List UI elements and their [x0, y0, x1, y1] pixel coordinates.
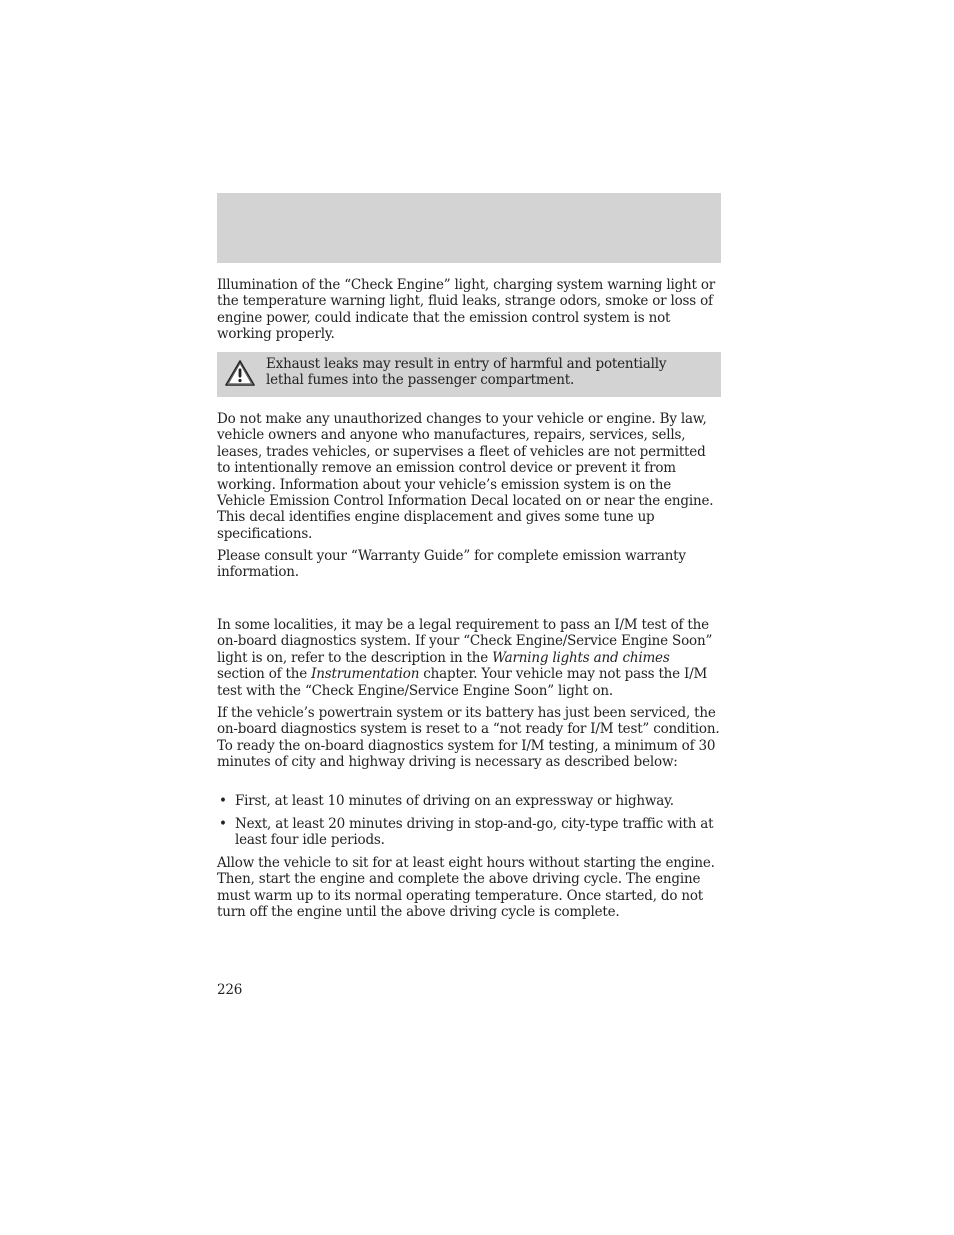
sit-paragraph: Allow the vehicle to sit for at least eight hours without starting the engine. Then, start the engine and complete the above driving cycle. The engine must warm up to its normal operating temperature. Once started, do not turn off the engine until the above driving cycle is complete. [217, 855, 715, 921]
unauthorized-changes-paragraph: Do not make any unauthorized changes to your vehicle or engine. By law, vehicle owners and anyone who manufactures, repairs, services, sells, leases, trades vehicles, or supervises a fleet of vehicles are not permitted to intentionally remove an emission control device or prevent it from working. Information about your vehicle’s emission system is on the Vehicle Emission Control Information Decal located on or near the engine. This decal identifies engine displacement and gives some tune up specifications. [217, 411, 714, 542]
warning-triangle-icon [224, 359, 256, 387]
page-number: 226 [217, 982, 243, 998]
list-item-text: Next, at least 20 minutes driving in stop-and-go, city-type traffic with at least four idle periods. [235, 816, 714, 849]
warranty-paragraph: Please consult your “Warranty Guide” for complete emission warranty information. [217, 548, 686, 581]
list-item-text: First, at least 10 minutes of driving on an expressway or highway. [235, 793, 674, 809]
im-test-paragraph [217, 617, 721, 699]
im-text-3: chapter. Your vehicle may not pass the I/M test with the “Check Engine/Service Engine Soon” light on. [217, 666, 708, 699]
bullet-icon: • [219, 816, 227, 832]
warning-box [217, 352, 721, 397]
im-text-2: section of the [217, 666, 312, 683]
im-text-1: In some localities, it may be a legal requirement to pass an I/M test of the on-board diagnostics system. If your “Check Engine/Service Engine Soon” light is on, refer to the description in the [217, 617, 713, 666]
intro-paragraph: Illumination of the “Check Engine” light, charging system warning light or the temperature warning light, fluid leaks, strange odors, smoke or loss of engine power, could indicate that the emission control system is not working properly. [217, 277, 716, 343]
warning-text: Exhaust leaks may result in entry of harmful and potentially lethal fumes into the passenger compartment. [266, 356, 667, 389]
powertrain-paragraph: If the vehicle’s powertrain system or its battery has just been serviced, the on-board diagnostics system is reset to a “not ready for I/M test” condition. To ready the on-board diagnostics system for I/M testing, a minimum of 30 minutes of city and highway driving is necessary as described below: [217, 705, 720, 771]
section-header-band [217, 193, 721, 263]
bullet-icon: • [219, 793, 227, 809]
instrumentation-ref: Instrumentation [311, 666, 420, 683]
warning-lights-chimes-ref: Warning lights and chimes [492, 649, 670, 666]
